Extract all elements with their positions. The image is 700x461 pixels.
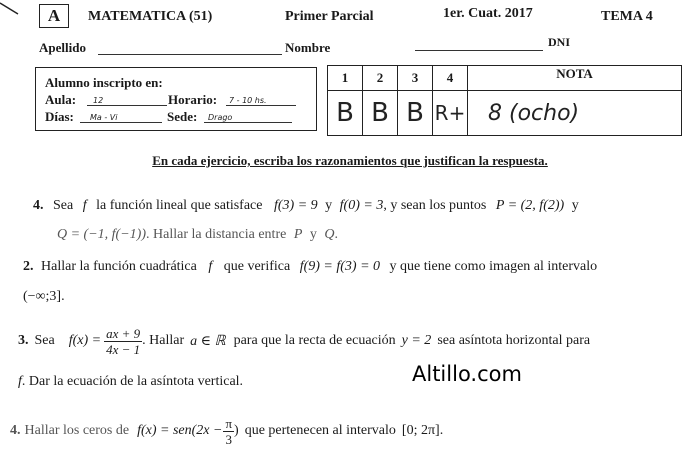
exercise-4-number: 4. — [10, 423, 21, 438]
grade-mark-1: B — [336, 98, 354, 128]
aula-value: 12 — [93, 96, 104, 105]
grade-cell-1 — [328, 91, 363, 136]
exercise-3-param: a ∈ ℝ — [190, 333, 226, 349]
exercise-1-p: P — [293, 227, 303, 242]
grade-cell-3 — [398, 91, 433, 136]
exercise-1-condition-1: f(3) = 9 — [273, 198, 318, 213]
aula-label: Aula: — [45, 92, 77, 107]
exercise-1-line-1 — [33, 198, 579, 214]
grades-mark-row — [328, 91, 682, 136]
dias-value: Ma - Vi — [90, 113, 118, 122]
exam-letter-box — [39, 4, 69, 28]
sede-label: Sede: — [167, 109, 198, 124]
grade-mark-4: R+ — [434, 101, 466, 125]
altillo-watermark: Altillo.com — [412, 362, 522, 386]
nota-value: 8 (ocho) — [488, 100, 580, 126]
pen-mark-decoration — [0, 0, 30, 20]
exercise-3-line-1 — [18, 320, 590, 362]
exercise-1-point-p: P = (2, f(2)) — [495, 198, 565, 213]
grade-header-1: 1 — [328, 66, 363, 91]
exercise-1-q: Q — [324, 227, 335, 242]
nombre-label: Nombre — [285, 40, 331, 55]
exercise-4-fraction — [223, 416, 234, 447]
horario-line — [226, 105, 296, 106]
exercise-1-number: 4. — [33, 198, 44, 213]
exercise-2-text-c: y que tiene como imagen al intervalo — [389, 259, 598, 274]
exercise-3-text-b: . Hallar — [142, 333, 185, 348]
grade-header-4: 4 — [433, 66, 468, 91]
exercise-3-text-c: para que la recta de ecuación — [233, 333, 396, 348]
exercise-4-fx: f(x) = sen(2x − — [137, 423, 223, 438]
grade-mark-3: B — [406, 98, 424, 128]
exercise-1-y1: y — [325, 198, 333, 213]
exercise-3-fraction — [104, 326, 142, 357]
apellido-field[interactable] — [98, 54, 282, 55]
exercise-3-fx: f(x) = — [68, 333, 102, 348]
exercise-1-line-2 — [57, 227, 338, 243]
exercise-1-y3: y — [309, 227, 317, 242]
grades-table — [327, 65, 682, 136]
horario-label: Horario: — [168, 92, 218, 107]
exercise-3-denominator: 4x − 1 — [106, 341, 141, 357]
exercise-2-line-1 — [23, 259, 597, 275]
exercise-2-number: 2. — [23, 259, 34, 274]
exercise-1-f: f — [82, 198, 87, 213]
exercise-3-line-eq: y = 2 — [401, 333, 432, 348]
exercise-3-text-e: . Dar la ecuación de la asíntota vertical. — [21, 374, 244, 389]
exam-tema: TEMA 4 — [601, 9, 653, 24]
exercise-2-line-2 — [23, 289, 65, 305]
exercise-2-condition: f(9) = f(3) = 0 — [299, 259, 381, 274]
exercise-4-line-1 — [10, 410, 443, 452]
exercise-3-text-a: Sea — [34, 333, 55, 348]
exam-term: 1er. Cuat. 2017 — [443, 6, 533, 21]
exercise-4-dot: . — [439, 423, 444, 438]
exercise-4-close-paren: ) — [234, 423, 239, 438]
sede-value: Drago — [208, 113, 233, 122]
exercise-1-point-q: Q = (−1, f(−1)) — [57, 227, 146, 242]
exercise-4-text-b: que pertenecen al intervalo — [244, 423, 396, 438]
dias-line — [80, 122, 162, 123]
grade-cell-4 — [433, 91, 468, 136]
nota-cell — [468, 91, 682, 136]
exam-letter: A — [47, 6, 61, 25]
exercise-1-dot: . — [334, 227, 339, 242]
exercise-4-text-a: Hallar los ceros de — [24, 423, 130, 438]
sede-line — [204, 122, 292, 123]
exercise-2-interval: (−∞;3]. — [23, 289, 65, 304]
dias-label: Días: — [45, 109, 74, 124]
nota-header: NOTA — [468, 66, 682, 91]
exercise-2-text-b: que verifica — [223, 259, 291, 274]
exercise-4-interval: [0; 2π] — [401, 423, 440, 438]
exercise-4-denominator: 3 — [225, 431, 232, 447]
exercise-2-text-a: Hallar la función cuadrática — [41, 259, 197, 274]
aula-line — [87, 105, 167, 106]
grade-mark-2: B — [371, 98, 389, 128]
exercise-3-line-2 — [18, 374, 243, 390]
student-box-title: Alumno inscripto en: — [45, 75, 163, 90]
grade-header-3: 3 — [398, 66, 433, 91]
exercise-1-y2: y — [571, 198, 579, 213]
horario-value: 7 - 10 hs. — [229, 96, 267, 105]
exercise-3-numerator: ax + 9 — [106, 325, 141, 341]
grade-header-2: 2 — [363, 66, 398, 91]
instructions: En cada ejercicio, escriba los razonamientos que justifican la respuesta. — [152, 153, 548, 168]
exercise-1-text-a: Sea — [53, 198, 74, 213]
dni-label: DNI — [548, 35, 571, 49]
exercise-2-f: f — [208, 259, 213, 274]
exercise-1-condition-2: f(0) = 3 — [339, 198, 384, 213]
exam-name: Primer Parcial — [285, 9, 374, 24]
exercise-3-number: 3. — [18, 333, 29, 348]
grades-header-row — [328, 66, 682, 91]
subject-title: MATEMATICA (51) — [88, 9, 213, 24]
exercise-1-text-b: la función lineal que satisface — [96, 198, 263, 213]
exercise-1-text-d: . Hallar la distancia entre — [146, 227, 287, 242]
nombre-field[interactable] — [415, 50, 543, 51]
exercise-3-text-d: sea asíntota horizontal para — [437, 333, 591, 348]
apellido-label: Apellido — [39, 40, 86, 55]
exercise-3-f: f — [18, 374, 22, 389]
exercise-4-numerator: π — [225, 415, 233, 431]
exercise-1-text-c: , y sean los puntos — [383, 198, 487, 213]
grade-cell-2 — [363, 91, 398, 136]
